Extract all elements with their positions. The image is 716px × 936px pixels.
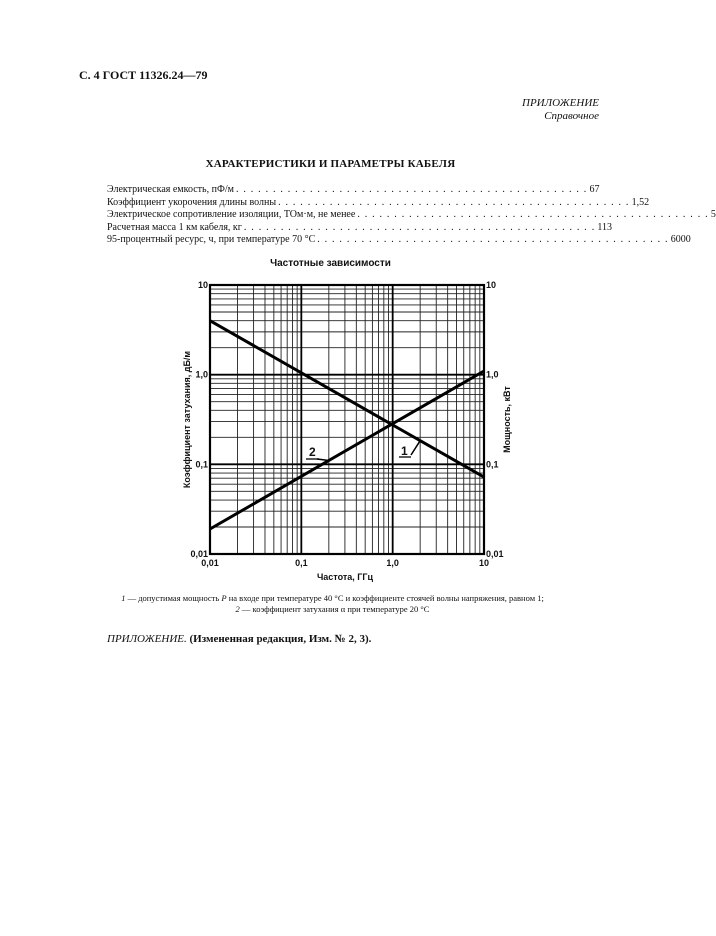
y-tick-label-left: 1,0 [195, 369, 208, 380]
parameter-name: Электрическое сопротивление изоляции, ТОм·м, не менее [107, 209, 356, 220]
amendment-note [107, 633, 371, 645]
caption-line-2 [60, 604, 605, 615]
leader-dots: . . . . . . . . . . . . . . . . . . . . . . . . . . . . . . . . . . . . . . . . . . . . . . . . [235, 184, 588, 195]
y-axis-label-right: Мощность, кВт [502, 386, 512, 453]
leader-dots: . . . . . . . . . . . . . . . . . . . . . . . . . . . . . . . . . . . . . . . . . . . . . . . . [357, 209, 709, 220]
y-axis-label-left: Коэффициент затухания, дБ/м [182, 350, 192, 489]
note-label: ПРИЛОЖЕНИЕ. [107, 633, 187, 645]
parameter-value: 67 [589, 184, 600, 195]
parameter-name: Электрическая емкость, пФ/м [107, 184, 234, 195]
section-title: ХАРАКТЕРИСТИКИ И ПАРАМЕТРЫ КАБЕЛЯ [205, 158, 456, 170]
caption-variable: P [221, 593, 227, 603]
y-tick-label-right: 0,1 [486, 459, 499, 470]
y-tick-label-left: 0,01 [190, 549, 208, 559]
y-tick-label-left: 10 [197, 280, 208, 290]
parameter-value: 1,52 [631, 196, 650, 208]
parameter-value: 6000 [670, 234, 691, 245]
parameter-value: 113 [597, 221, 613, 233]
y-tick-label-right: 1,0 [486, 369, 499, 380]
series-label-2: 2 [309, 445, 316, 459]
caption-text: — коэффициент затухания α при температуре 20 °С [239, 604, 430, 614]
y-tick-label-right: 0,01 [486, 549, 504, 559]
appendix-label: ПРИЛОЖЕНИЕ [522, 97, 599, 109]
page-header: С. 4 ГОСТ 11326.24—79 [79, 68, 208, 82]
parameter-name: 95-процентный ресурс, ч, при температуре 70 °С [107, 234, 316, 245]
x-axis-label: Частота, ГГц [316, 572, 374, 582]
y-tick-label-right: 10 [486, 280, 497, 290]
caption-text: на входе при температуре 40 °С и коэффициенте стоячей волны напряжения, равном 1; [226, 593, 544, 603]
chart-title: Частотные зависимости [270, 258, 391, 269]
caption-line-1 [60, 593, 605, 604]
y-tick-label-left: 0,1 [195, 459, 208, 470]
x-tick-label: 0,01 [201, 558, 219, 568]
series-line-1 [210, 321, 484, 477]
chart-caption [60, 593, 605, 615]
x-tick-label: 10 [478, 558, 490, 568]
series-label-1: 1 [401, 444, 408, 458]
appendix-sublabel: Справочное [544, 110, 599, 122]
parameter-value: 5 [710, 209, 716, 220]
note-text: (Измененная редакция, Изм. № 2, 3). [189, 633, 372, 645]
parameter-name: Расчетная масса 1 км кабеля, кг [107, 221, 242, 233]
x-tick-label: 1,0 [386, 558, 399, 568]
leader-dots: . . . . . . . . . . . . . . . . . . . . . . . . . . . . . . . . . . . . . . . . . . . . . . . . [317, 234, 669, 245]
leader-dots: . . . . . . . . . . . . . . . . . . . . . . . . . . . . . . . . . . . . . . . . . . . . . . . . [278, 196, 630, 208]
x-tick-label: 0,1 [295, 558, 308, 568]
series-label-leader-1 [411, 441, 420, 455]
caption-text: — допустимая мощность [125, 593, 222, 603]
plot-frame [210, 285, 484, 554]
parameter-name: Коэффициент укорочения длины волны [107, 196, 277, 208]
caption-curve-number: 2 [235, 604, 240, 614]
caption-curve-number: 1 [121, 593, 126, 603]
leader-dots: . . . . . . . . . . . . . . . . . . . . . . . . . . . . . . . . . . . . . . . . . . . . . . . . [243, 221, 596, 233]
